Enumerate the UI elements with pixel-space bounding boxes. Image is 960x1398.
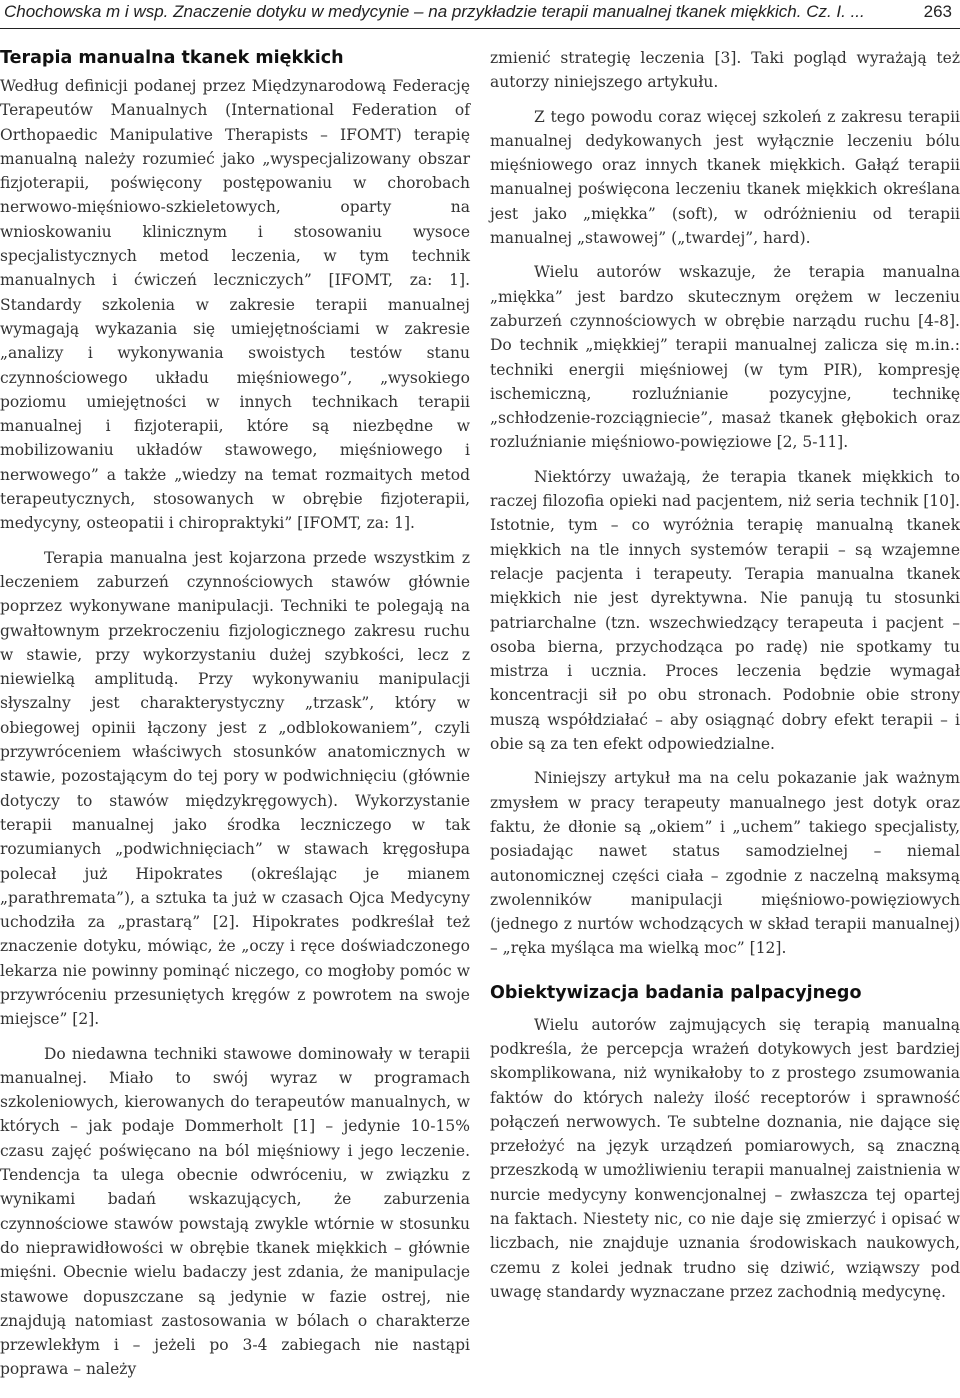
paragraph: Do niedawna techniki stawowe dominowały w terapii manualnej. Miało to swój wyraz w programach szkoleniowych, kierowanych do terapeutów manualnych, w których – jak podaje Dommerholt [1] – jedynie 10-15% czasu zajęć poświęcano na ból mięśniowy i jego leczenie. Tendencja ta ulega obecnie odwróceniu, w związku z wynikami badań wskazujących, że zaburzenia czynnościowe stawów powstają zwykle wtórnie w stosunku do nieprawidłowości w obrębie tkanek miękkich – głównie mięśni. Obecnie wielu badaczy jest zdania, że manipulacje stawowe dopuszczane są jedynie w fazie ostrej, nie znajdują natomiast zastosowania w bólach o charakterze przewlekłym i – jeżeli po 3-4 zabiegach nie nastąpi poprawa – należy	[0, 1044, 470, 1379]
paragraph: Terapia manualna jest kojarzona przede wszystkim z leczeniem zaburzeń czynnościowych stawów głównie poprzez wykonywane manipulacji. Techniki te polegają na gwałtownym przekroczeniu fizjologicznego zakresu ruchu w stawie, przy wykorzystaniu dużej szybkości, lecz z niewielką amplitudą. Przy wykonywaniu manipulacji słyszalny jest charakterystyczny „trzask”, który w obiegowej opinii łączony jest z „odblokowaniem”, czyli przywróceniem właściwych stosunków anatomicznych w stawie, pozostającym do tej pory w podwichnięciu (głównie dotyczy to stawów międzykręgowych). Wykorzystanie terapii manualnej jako środka leczniczego w tak rozumianych „podwichnięciach” w stawach kręgosłupa polecał już Hipokrates (określając je mianem „parathremata”), a sztuka ta już w czasach Ojca Medycyny uchodziła za „prastarą” [2]. Hipokrates podkreślał też znaczenie dotyku, mówiąc, że „oczy i ręce doświadczonego lekarza nie powinny pominąć niczego, co mogłoby pomóc w przywróceniu przesuniętych kręgów z powrotem na swoje miejsce” [2].	[0, 548, 470, 1029]
paragraph: Według definicji podanej przez Międzynarodową Federację Terapeutów Manualnych (International Federation of Orthopaedic Manipulative Therapists – IFOMT) terapię manualną należy rozumieć jako „wyspecjalizowany obszar fizjoterapii, poświęcony postępowaniu w chorobach nerwowo-mięśniowo-szkieletowych, oparty na wnioskowaniu klinicznym i stosowaniu wysoce specjalistycznych metod leczenia, w tym technik manualnych i ćwiczeń leczniczych” [IFOMT, za: 1]. Standardy szkolenia w zakresie terapii manualnej wymagają wykazania się umiejętnościami w zakresie „analizy i wykonywania swoistych testów stanu czynnościowego układu mięśniowego”, „wysokiego poziomu umiejętności w innych technikach terapii manualnej i fizjoterapii, które są niezbędne w mobilizowaniu układów stawowego, mięśniowego i nerwowego” a także „wiedzy na temat rozmaitych metod terapeutycznych, stosowanych w obrębie fizjoterapii, medycyny, osteopatii i chiropraktyki” [IFOMT, za: 1].	[0, 77, 470, 533]
paragraph: Z tego powodu coraz więcej szkoleń z zakresu terapii manualnej dedykowanych jest wyłącznie leczeniu bólu mięśniowego oraz innych tkanek miękkich. Gałąź terapii manualnej poświęcona leczeniu tkanek miękkich określana jest jako „miękka” (soft), w odróżnieniu od terapii manualnej „stawowej” („twardej”, hard).	[490, 107, 960, 248]
page-number: 263	[923, 2, 952, 21]
paragraph: Niniejszy artykuł ma na celu pokazanie jak ważnym zmysłem w pracy terapeuty manualnego jest dotyk oraz faktu, że dłonie są „okiem” i „uchem” takiego specjalisty, posiadając nawet status samodzielnej – niemal autonomicznej części ciała – zgodnie z naczelną maksymą zwolenników manipulacji mięśniowo-powięziowych (jednego z nurtów wchodzących w skład terapii manualnej) – „ręka myśląca ma wielką moc” [12].	[490, 769, 960, 958]
right-column	[490, 46, 960, 1314]
paragraph: Niektórzy uważają, że terapia tkanek miękkich to raczej filozofia opieki nad pacjentem, niż seria technik [10]. Istotnie, tym – co wyróżnia terapię manualną tkanek miękkich na tle innych systemów terapii – są wzajemne relacje pacjenta i terapeuty. Terapia manualna tkanek miękkich nie jest dyrektywna. Nie panują tu stosunki patriarchalne (tzn. wszechwiedzący terapeuta i pacjent – osoba bierna, przychodząca po radę) nie spotkamy tu mistrza i ucznia. Proces leczenia będzie wymagał koncentracji sił po obu stronach. Podobnie obie strony muszą współdziałać – aby osiągnąć dobry efekt terapii – i obie są za ten efekt odpowiedzialne.	[490, 467, 960, 754]
header-rule	[0, 28, 960, 29]
left-column	[0, 46, 470, 1392]
paragraph: Wielu autorów zajmujących się terapią manualną podkreśla, że percepcja wrażeń dotykowych jest bardziej skomplikowana, niż wynikałoby to z prostego zsumowania faktów do których należy ilość receptorów i sprawność połączeń nerwowych. Te subtelne doznania, nie dające się przełożyć na język urządzeń pomiarowych, są znaczną przeszkodą w umożliwieniu terapii manualnej zaistnienia w nurcie medycyny konwencjonalnej – zwłaszcza tej opartej na faktach. Niestety nic, co nie daje się zmierzyć i opisać w liczbach, nie znajduje uznania środowiskach naukowych, czemu z kolei jednak trudno się dziwić, wziąwszy pod uwagę standardy wyznaczane przez zachodnią medycynę.	[490, 1015, 960, 1301]
section-heading-soft-tissue: Terapia manualna tkanek miękkich	[0, 48, 344, 68]
section-heading-palpation: Obiektywizacja badania palpacyjnego	[490, 982, 862, 1003]
running-header	[0, 0, 960, 38]
paragraph: zmienić strategię leczenia [3]. Taki pogląd wyrażają też autorzy niniejszego artykułu.	[490, 49, 960, 92]
paragraph: Wielu autorów wskazuje, że terapia manualna „miękka” jest bardzo skutecznym orężem w leczeniu zaburzeń czynnościowych w obrębie narządu ruchu [4-8]. Do technik „miękkiej” terapii manualnej zalicza się m.in.: techniki energii mięśniowej (w tym PIR), kompresję ischemiczną, rozluźnianie pozycyjne, technikę „schłodzenie-rozciągniecie”, masaż tkanek głębokich oraz rozluźnianie mięśniowo-powięziowe [2, 5-11].	[490, 263, 960, 452]
running-title: Chochowska m i wsp. Znaczenie dotyku w medycynie – na przykładzie terapii manualnej tkanek miękkich. Cz. I. ...	[4, 2, 865, 21]
